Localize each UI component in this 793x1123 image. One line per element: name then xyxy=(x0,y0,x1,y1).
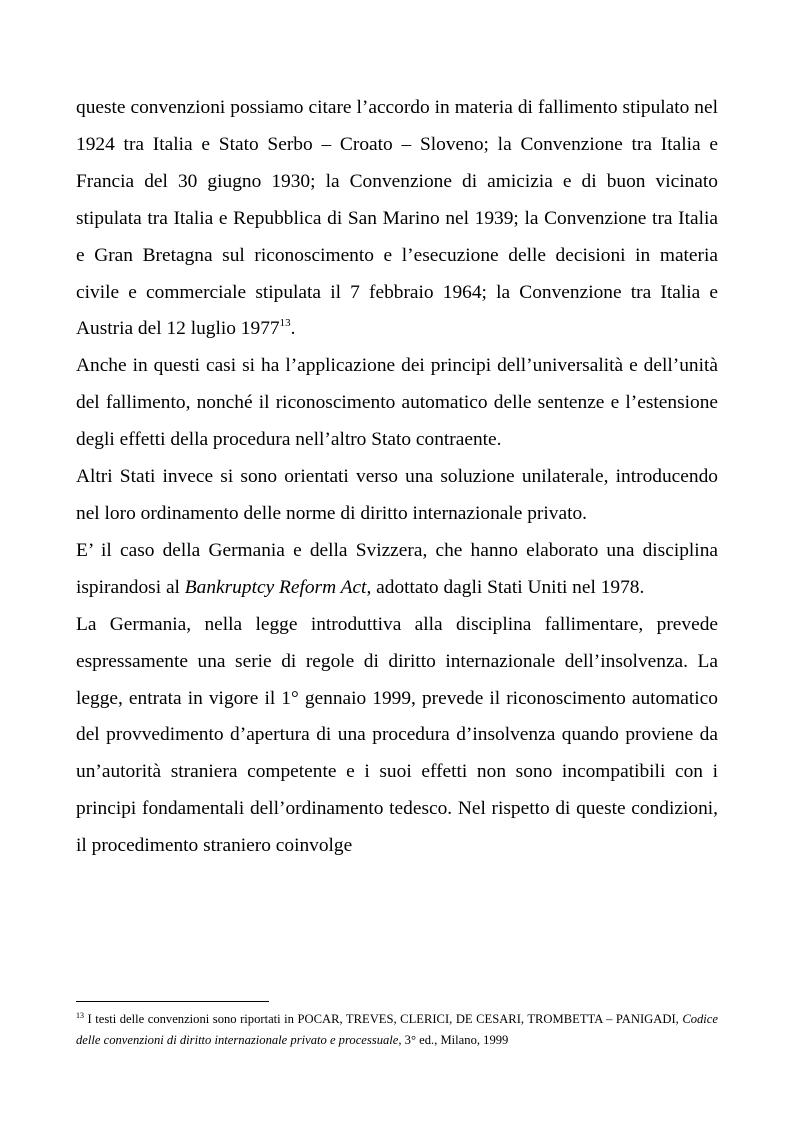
paragraph-germany-switzerland xyxy=(76,533,718,607)
paragraph-text: Altri Stati invece si sono orientati verso una soluzione unilaterale, introducendo nel loro ordinamento delle norme di diritto internazionale privato. xyxy=(76,466,718,524)
paragraph-unilateral xyxy=(76,459,718,533)
paragraph-text: Anche in questi casi si ha l’applicazione dei principi dell’universalità e dell’unità del fallimento, nonché il riconoscimento automatico delle sentenze e l’estensione degli effetti della procedura nell’altro Stato contraente. xyxy=(76,355,718,451)
footnote-book-title: Codice delle convenzioni di diritto internazionale privato e processuale xyxy=(76,1012,718,1047)
paragraph-text: E’ il caso della Germania e della Svizzera, che hanno elaborato una disciplina ispirandosi al xyxy=(76,539,718,598)
footnote-text-end: , 3° ed., Milano, 1999 xyxy=(398,1033,509,1047)
paragraph-universality xyxy=(76,348,718,459)
footnote-separator xyxy=(76,1001,269,1002)
footnote xyxy=(76,1009,718,1051)
body-text xyxy=(76,90,718,865)
footnote-text: I testi delle convenzioni sono riportati in POCAR, TREVES, CLERICI, DE CESARI, TROMBETTA – PANIGADI, xyxy=(84,1012,683,1026)
paragraph-text: . xyxy=(290,318,296,340)
act-title: Bankruptcy Reform Act xyxy=(184,576,367,598)
paragraph-text: queste convenzioni possiamo citare l’accordo in materia di fallimento stipulato nel 1924 tra Italia e Stato Serbo – Croato – Sloveno; la Convenzione tra Italia e Francia del 30 giugno 1930; la Convenzione di amicizia e di buon vicinato stipulata tra Italia e Repubblica di San Marino nel 1939; la Convenzione tra Italia e Gran Bretagna sul riconoscimento e l’esecuzione delle decisioni in materia civile e commerciale stipulata il 7 febbraio 1964; la Convenzione tra Italia e Austria del 12 luglio 1977 xyxy=(76,97,718,340)
footnote-reference: 13 xyxy=(279,317,291,330)
paragraph-text: , adottato dagli Stati Uniti nel 1978. xyxy=(366,576,645,598)
paragraph-conventions-list xyxy=(76,90,718,348)
paragraph-text: La Germania, nella legge introduttiva alla disciplina fallimentare, prevede espressamente una serie di regole di diritto internazionale dell’insolvenza. La legge, entrata in vigore il 1° gennaio 1999, prevede il riconoscimento automatico del provvedimento d’apertura di una procedura d’insolvenza quando proviene da un’autorità straniera competente e i suoi effetti non sono incompatibili con i principi fondamentali dell’ordinamento tedesco. Nel rispetto di queste condizioni, il procedimento straniero coinvolge xyxy=(76,613,718,857)
paragraph-germany-law xyxy=(76,607,718,865)
footnote-number: 13 xyxy=(76,1011,84,1020)
footnote-13 xyxy=(76,1009,718,1051)
